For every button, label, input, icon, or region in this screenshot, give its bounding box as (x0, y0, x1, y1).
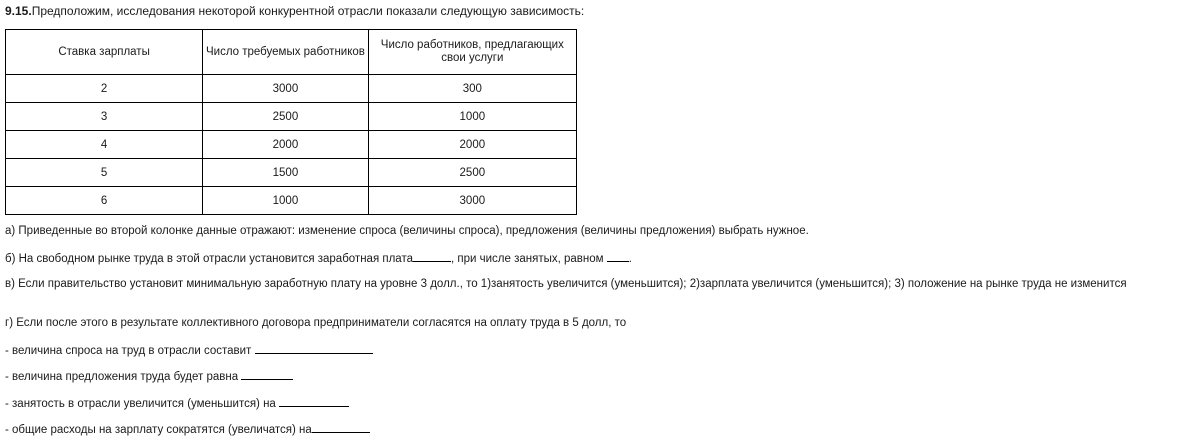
cell-demand: 3000 (203, 75, 368, 103)
question-d2-text: - величина предложения труда будет равна (5, 371, 239, 383)
cell-wage: 2 (6, 75, 203, 103)
answer-blank-wage-costs (312, 422, 370, 433)
cell-demand: 1500 (203, 159, 368, 187)
cell-supply: 300 (368, 75, 576, 103)
wage-table (5, 29, 577, 215)
question-b-text: б) На свободном рынке труда в этой отрасли установится заработная плата (5, 253, 413, 265)
question-d3-text: - занятость в отрасли увеличится (уменьшится) на (5, 398, 276, 410)
problem-number: 9.15. (5, 4, 32, 18)
cell-wage: 4 (6, 131, 203, 159)
question-d3 (5, 396, 1195, 411)
problem-title (5, 4, 584, 18)
answer-blank-employment-change (279, 396, 349, 407)
cell-supply: 2500 (368, 159, 576, 187)
cell-supply: 2000 (368, 131, 576, 159)
question-a: а) Приведенные во второй колонке данные отражают: изменение спроса (величины спроса), предложения (величины предложения) выбрать нужное. (5, 225, 809, 237)
header-workers-supplied: Число работников, предлагающих свои услуги (368, 30, 576, 75)
cell-wage: 6 (6, 187, 203, 215)
cell-demand: 1000 (203, 187, 368, 215)
table-row (6, 131, 577, 159)
question-d2 (5, 369, 1195, 384)
answer-blank-wage (413, 251, 451, 262)
question-d1 (5, 343, 1195, 358)
problem-intro: Предположим, исследования некоторой конкурентной отрасли показали следующую зависимость: (31, 4, 585, 18)
cell-wage: 5 (6, 159, 203, 187)
cell-wage: 3 (6, 103, 203, 131)
table-header-row (6, 30, 577, 75)
cell-supply: 3000 (368, 187, 576, 215)
table-row (6, 187, 577, 215)
answer-blank-supply (241, 369, 293, 380)
header-wage-rate: Ставка зарплаты (6, 30, 203, 75)
cell-supply: 1000 (368, 103, 576, 131)
question-d1-text: - величина спроса на труд в отрасли составит (5, 345, 252, 357)
table-row (6, 159, 577, 187)
question-c: в) Если правительство установит минимальную заработную плату на уровне 3 долл., то 1)занятость увеличится (уменьшится); 2)зарплата увеличится (уменьшится); 3) положение на рынке труда не изменится (5, 278, 1127, 290)
question-d: г) Если после этого в результате коллективного договора предприниматели согласятся на оплату труда в 5 долл, то (5, 317, 627, 329)
cell-demand: 2000 (203, 131, 368, 159)
question-d4 (5, 422, 1195, 437)
cell-demand: 2500 (203, 103, 368, 131)
question-d4-text: - общие расходы на зарплату сократятся (увеличатся) на (5, 424, 312, 436)
answer-blank-demand (255, 343, 373, 354)
question-b-end: . (628, 253, 632, 265)
header-workers-demanded: Число требуемых работников (203, 30, 368, 75)
question-b (5, 251, 1195, 266)
table-row (6, 75, 577, 103)
question-b-text-2: , при числе занятых, равном (450, 253, 604, 265)
answer-blank-employment (607, 251, 629, 262)
table-row (6, 103, 577, 131)
